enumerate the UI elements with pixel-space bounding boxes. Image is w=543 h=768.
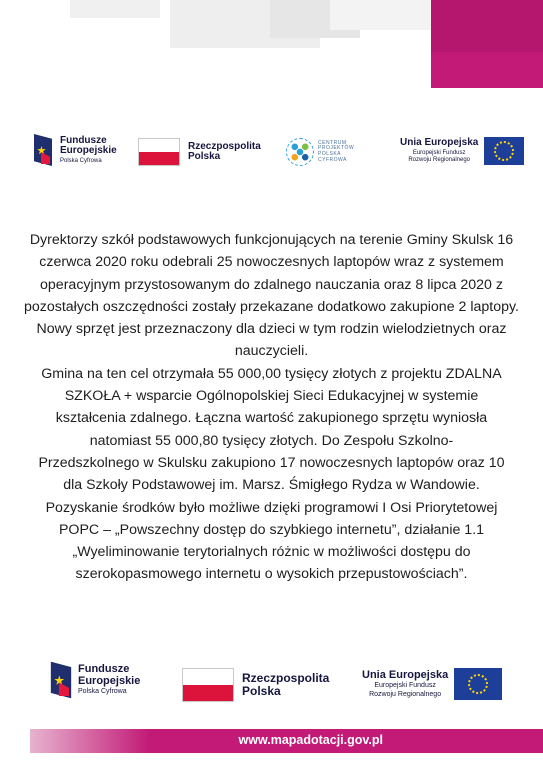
eu-flag-icon	[484, 137, 524, 165]
logos-strip-bottom	[0, 660, 543, 708]
ue-title: Unia Europejska	[400, 137, 479, 149]
announcement-line: dla Szkoły Podstawowej im. Marsz. Śmigłego Rydza w Wandowie.	[63, 477, 480, 494]
header-decoration	[0, 0, 543, 95]
header-accent-block	[431, 52, 543, 88]
announcement-line: Przedszkolnego w Skulsku zakupiono 17 nowoczesnych laptopów oraz 10	[38, 454, 505, 471]
cppc-line: CENTRUM	[318, 139, 347, 146]
logos-strip-top	[0, 130, 543, 174]
rzeczpospolita-polska-logo	[138, 138, 261, 166]
ue-title: Unia Europejska	[362, 668, 449, 681]
cppc-line: PROJEKTÓW	[318, 145, 355, 152]
header-block	[330, 0, 440, 30]
fe-line2: Europejskie	[78, 674, 141, 687]
announcement-paragraph: Dyrektorzy szkół podstawowych funkcjonujących na terenie Gminy Skulsk 16 czerwca 2020 roku odebrali 25 nowoczesnych laptopów wraz z systemem operacyjnym przystosowanym do zdalnego nauczania oraz 8 lipca 2020 z pozostałych oszczędności zostały przekazane dodatkowo zakupione 2 laptopy. Nowy sprzęt jest przeznaczony dla dzieci w tym rodzin wielodzietnych oraz nauczycieli.	[23, 232, 520, 360]
centrum-projektow-polska-cyfrowa-logo	[286, 138, 354, 166]
announcement-line: SZKOŁA + wsparcie Ogólnopolskiej Sieci Edukacyjnej w systemie	[64, 388, 479, 405]
fundusze-europejskie-emblem-icon	[32, 132, 54, 168]
ue-sub2: Rozwoju Regionalnego	[408, 157, 471, 164]
rp-line2: Polska	[242, 684, 281, 698]
announcement-text	[14, 229, 529, 586]
rp-line1: Rzeczpospolita	[188, 140, 261, 152]
fundusze-europejskie-logo	[32, 132, 117, 168]
cppc-line: CYFROWA	[318, 156, 347, 163]
announcement-line: „Wyeliminowanie terytorialnych różnic w możliwości dostępu do	[72, 544, 471, 561]
cppc-line: POLSKA	[318, 151, 342, 157]
footer-bar	[30, 729, 543, 753]
header-block	[70, 0, 160, 18]
rp-line2: Polska	[188, 151, 221, 162]
fe-sub: Polska Cyfrowa	[60, 157, 102, 164]
ue-sub1: Europejski Fundusz	[412, 149, 466, 156]
fe-line1: Fundusze	[78, 663, 130, 676]
announcement-line: natomiast 55 000,80 tysięcy złotych. Do Zespołu Szkolno-	[89, 432, 454, 449]
fe-sub: Polska Cyfrowa	[78, 688, 127, 696]
announcement-line: Pozyskanie środków było możliwe dzięki programowi I Osi Priorytetowej	[45, 499, 498, 516]
rzeczpospolita-polska-logo	[182, 668, 329, 702]
polish-flag-icon	[182, 668, 234, 702]
announcement-line: szerokopasmowego internetu o wysokich przepustowościach”.	[75, 566, 468, 583]
announcement-line: POPC – „Powszechny dostęp do szybkiego internetu”, działanie 1.1	[58, 521, 485, 538]
footer-url-link[interactable]: www.mapadotacji.gov.pl	[238, 733, 383, 747]
cppc-emblem-icon	[286, 138, 314, 166]
rp-line1: Rzeczpospolita	[242, 671, 330, 686]
ue-sub2: Rozwoju Regionalnego	[369, 690, 442, 698]
footer-gradient	[30, 729, 150, 753]
fe-line2: Europejskie	[60, 145, 117, 157]
fe-line1: Fundusze	[60, 134, 107, 146]
unia-europejska-logo	[362, 668, 502, 700]
fundusze-europejskie-logo	[50, 662, 140, 698]
ue-sub1: Europejski Fundusz	[374, 682, 436, 690]
eu-flag-icon	[454, 668, 502, 700]
announcement-line: Gmina na ten cel otrzymała 55 000,00 tysięcy złotych z projektu ZDALNA	[41, 365, 502, 382]
polish-flag-icon	[138, 138, 180, 166]
announcement-line: kształcenia zdalnego. Łączna wartość zakupionego sprzętu wyniosła	[55, 410, 488, 427]
unia-europejska-logo	[400, 137, 524, 165]
fundusze-europejskie-emblem-icon	[48, 659, 73, 700]
